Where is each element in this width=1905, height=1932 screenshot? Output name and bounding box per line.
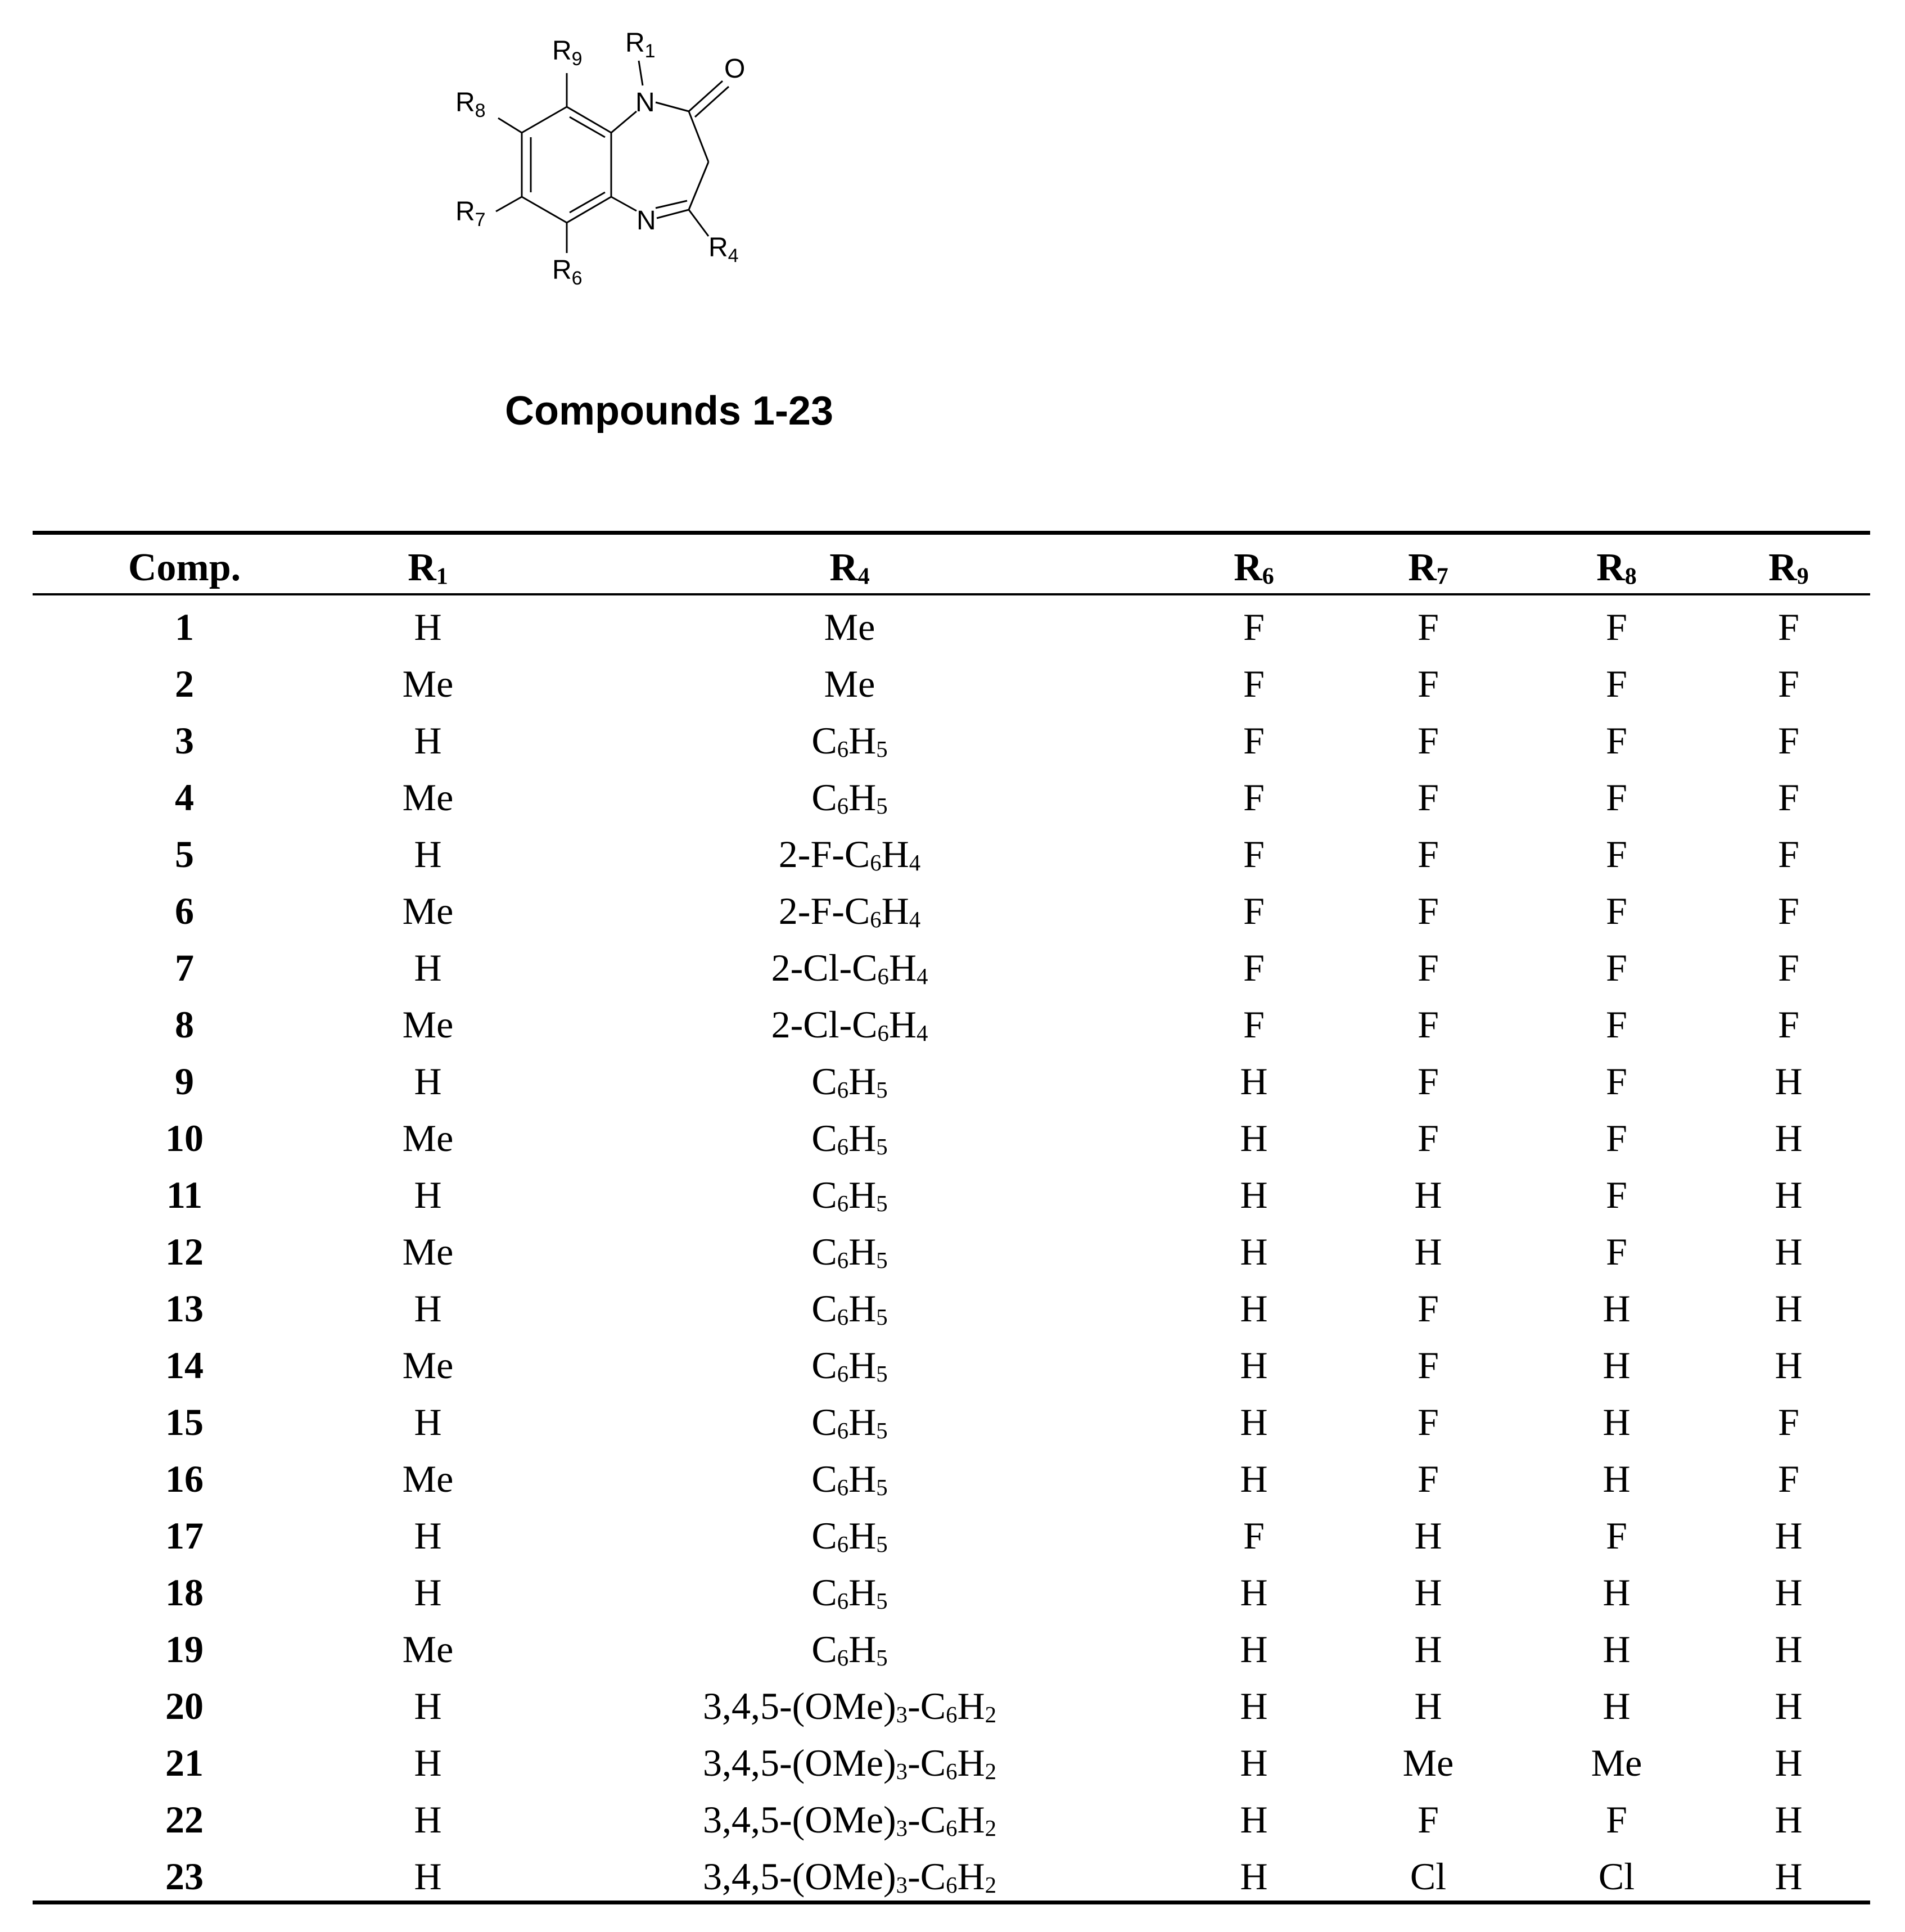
cell-r1: H	[414, 833, 442, 875]
cell-r7: F	[1418, 1344, 1439, 1387]
cell-r7: F	[1418, 1003, 1439, 1046]
cell-r1: Me	[402, 1117, 454, 1159]
cell-r8: F	[1606, 719, 1627, 762]
column-header-r9: $R_9$	[1768, 546, 1809, 590]
cell-r7: F	[1418, 662, 1439, 705]
cell-r1: Me	[402, 1457, 454, 1500]
cell-r4: Me	[824, 606, 875, 648]
cell-r9: F	[1778, 719, 1799, 762]
cell-r4: $C_6H_5$	[811, 1060, 888, 1103]
cell-r6: H	[1240, 1571, 1268, 1614]
cell-r9: H	[1775, 1344, 1803, 1387]
cell-comp: 18	[165, 1571, 204, 1614]
cell-r9: H	[1775, 1741, 1803, 1784]
cell-r7: H	[1414, 1514, 1442, 1557]
table-header-rule	[33, 593, 1870, 595]
cell-r6: F	[1243, 946, 1265, 989]
cell-r6: H	[1240, 1855, 1268, 1898]
cell-r4: $C_6H_5$	[811, 1571, 888, 1614]
cell-r8: F	[1606, 1003, 1627, 1046]
cell-comp: 6	[175, 890, 194, 932]
cell-r9: H	[1775, 1117, 1803, 1159]
cell-r7: F	[1418, 1117, 1439, 1159]
cell-comp: 5	[175, 833, 194, 875]
cell-r6: H	[1240, 1741, 1268, 1784]
table-top-rule	[33, 531, 1870, 535]
r8-label: $R_8$	[455, 88, 486, 121]
cell-comp: 8	[175, 1003, 194, 1046]
cell-r1: H	[414, 946, 442, 989]
cell-r9: F	[1778, 890, 1799, 932]
cell-r9: F	[1778, 946, 1799, 989]
cell-r1: H	[414, 606, 442, 648]
cell-r6: H	[1240, 1401, 1268, 1443]
column-header-r4: $R_4$	[829, 546, 870, 590]
cell-r6: F	[1243, 719, 1265, 762]
cell-comp: 22	[165, 1798, 204, 1841]
cell-r9: F	[1778, 662, 1799, 705]
cell-r7: F	[1418, 719, 1439, 762]
cell-r9: H	[1775, 1060, 1803, 1103]
cell-comp: 15	[165, 1401, 204, 1443]
cell-r8: F	[1606, 1173, 1627, 1216]
cell-r4: $C_6H_5$	[811, 1344, 888, 1387]
table-bottom-rule	[33, 1901, 1870, 1904]
cell-comp: 2	[175, 662, 194, 705]
cell-r7: H	[1414, 1685, 1442, 1727]
cell-r9: H	[1775, 1230, 1803, 1273]
cell-r1: H	[414, 1855, 442, 1898]
r9-label: $R_9$	[552, 36, 583, 70]
cell-r1: H	[414, 719, 442, 762]
cell-r7: F	[1418, 1798, 1439, 1841]
cell-r6: H	[1240, 1685, 1268, 1727]
cell-r6: H	[1240, 1230, 1268, 1273]
cell-r8: F	[1606, 776, 1627, 819]
cell-comp: 9	[175, 1060, 194, 1103]
cell-r9: F	[1778, 1003, 1799, 1046]
cell-r7: Cl	[1410, 1855, 1447, 1898]
cell-r8: F	[1606, 1514, 1627, 1557]
cell-r7: F	[1418, 890, 1439, 932]
cell-r8: H	[1602, 1344, 1631, 1387]
cell-r8: F	[1606, 946, 1627, 989]
cell-r1: H	[414, 1514, 442, 1557]
cell-r7: H	[1414, 1628, 1442, 1671]
column-header-r6: $R_6$	[1234, 546, 1274, 590]
cell-r4: Me	[824, 662, 875, 705]
cell-comp: 16	[165, 1457, 204, 1500]
cell-r8: H	[1602, 1685, 1631, 1727]
cell-r1: H	[414, 1173, 442, 1216]
cell-comp: 7	[175, 946, 194, 989]
cell-r9: H	[1775, 1514, 1803, 1557]
cell-r1: H	[414, 1685, 442, 1727]
cell-r1: Me	[402, 662, 454, 705]
r7-label: $R_7$	[455, 197, 486, 231]
cell-r4: $C_6H_5$	[811, 1173, 888, 1217]
cell-r4: $3,4,5-(OMe)_3-C_6H_2$	[702, 1855, 997, 1898]
cell-r6: H	[1240, 1628, 1268, 1671]
cell-r9: F	[1778, 776, 1799, 819]
figure-caption: Compounds 1-23	[504, 389, 834, 434]
cell-r6: H	[1240, 1344, 1268, 1387]
cell-r4: $3,4,5-(OMe)_3-C_6H_2$	[702, 1798, 997, 1841]
cell-r7: F	[1418, 1401, 1439, 1443]
cell-r4: $C_6H_5$	[811, 1401, 888, 1444]
cell-r6: F	[1243, 776, 1265, 819]
cell-r8: F	[1606, 1117, 1627, 1159]
cell-r7: F	[1418, 776, 1439, 819]
cell-r9: F	[1778, 833, 1799, 875]
cell-r8: Me	[1591, 1741, 1642, 1784]
cell-comp: 21	[165, 1741, 204, 1784]
cell-r4: $3,4,5-(OMe)_3-C_6H_2$	[702, 1741, 997, 1785]
cell-r7: F	[1418, 1457, 1439, 1500]
cell-r9: F	[1778, 1457, 1799, 1500]
oxygen-atom-label: O	[724, 54, 746, 84]
cell-r1: Me	[402, 1628, 454, 1671]
column-header-r1: $R_1$	[408, 546, 448, 590]
cell-r1: Me	[402, 1344, 454, 1387]
cell-r8: F	[1606, 890, 1627, 932]
cell-r6: H	[1240, 1798, 1268, 1841]
cell-r1: H	[414, 1798, 442, 1841]
cell-r9: H	[1775, 1798, 1803, 1841]
cell-r6: H	[1240, 1457, 1268, 1500]
cell-comp: 11	[166, 1173, 203, 1216]
cell-r8: F	[1606, 1060, 1627, 1103]
cell-r9: H	[1775, 1628, 1803, 1671]
cell-r9: F	[1778, 1401, 1799, 1443]
cell-r1: Me	[402, 890, 454, 932]
cell-comp: 10	[165, 1117, 204, 1159]
cell-r6: F	[1243, 833, 1265, 875]
column-header-comp: Comp.	[128, 546, 241, 589]
cell-r8: H	[1602, 1628, 1631, 1671]
cell-r8: H	[1602, 1457, 1631, 1500]
cell-r7: H	[1414, 1571, 1442, 1614]
cell-r6: F	[1243, 890, 1265, 932]
cell-r8: F	[1606, 662, 1627, 705]
cell-r8: F	[1606, 606, 1627, 648]
cell-r6: H	[1240, 1117, 1268, 1159]
cell-r8: F	[1606, 1230, 1627, 1273]
cell-r4: $2-Cl-C_6H_4$	[771, 946, 928, 990]
cell-r4: $C_6H_5$	[811, 1457, 888, 1501]
cell-r8: F	[1606, 833, 1627, 875]
cell-comp: 19	[165, 1628, 204, 1671]
cell-comp: 3	[175, 719, 194, 762]
cell-r7: F	[1418, 833, 1439, 875]
cell-r9: H	[1775, 1287, 1803, 1330]
cell-r7: H	[1414, 1173, 1442, 1216]
cell-r7: H	[1414, 1230, 1442, 1273]
cell-r9: H	[1775, 1855, 1803, 1898]
cell-r6: F	[1243, 662, 1265, 705]
cell-comp: 20	[165, 1685, 204, 1727]
cell-comp: 4	[175, 776, 194, 819]
cell-r8: H	[1602, 1287, 1631, 1330]
cell-r8: F	[1606, 1798, 1627, 1841]
cell-comp: 17	[165, 1514, 204, 1557]
cell-r7: F	[1418, 946, 1439, 989]
n1-atom-label: N	[635, 88, 655, 118]
column-header-r7: $R_7$	[1408, 546, 1448, 590]
cell-comp: 12	[165, 1230, 204, 1273]
cell-r4: $2-Cl-C_6H_4$	[771, 1003, 928, 1046]
cell-r1: H	[414, 1287, 442, 1330]
cell-r1: H	[414, 1060, 442, 1103]
cell-r6: H	[1240, 1173, 1268, 1216]
n5-atom-label: N	[636, 206, 656, 236]
cell-r4: $C_6H_5$	[811, 1514, 888, 1558]
cell-r9: H	[1775, 1173, 1803, 1216]
cell-r7: F	[1418, 1060, 1439, 1103]
cell-r4: $C_6H_5$	[811, 776, 888, 819]
cell-r1: H	[414, 1741, 442, 1784]
r4-label: $R_4$	[708, 233, 739, 267]
cell-r9: H	[1775, 1571, 1803, 1614]
cell-comp: 13	[165, 1287, 204, 1330]
cell-r1: Me	[402, 1003, 454, 1046]
cell-r4: $C_6H_5$	[811, 719, 888, 762]
cell-r4: $2-F-C_6H_4$	[778, 833, 921, 876]
cell-r6: F	[1243, 1003, 1265, 1046]
cell-r6: H	[1240, 1060, 1268, 1103]
cell-r4: $C_6H_5$	[811, 1117, 888, 1160]
cell-r7: F	[1418, 1287, 1439, 1330]
cell-r7: Me	[1402, 1741, 1454, 1784]
cell-r1: H	[414, 1571, 442, 1614]
cell-r6: F	[1243, 606, 1265, 648]
cell-r6: F	[1243, 1514, 1265, 1557]
r1-label: $R_1$	[625, 28, 656, 62]
cell-r9: F	[1778, 606, 1799, 648]
cell-r1: Me	[402, 776, 454, 819]
cell-r1: H	[414, 1401, 442, 1443]
cell-r4: $C_6H_5$	[811, 1287, 888, 1330]
cell-r9: H	[1775, 1685, 1803, 1727]
cell-r4: $C_6H_5$	[811, 1230, 888, 1274]
cell-comp: 1	[175, 606, 194, 648]
r6-label: $R_6$	[552, 255, 583, 289]
cell-r1: Me	[402, 1230, 454, 1273]
cell-comp: 14	[165, 1344, 204, 1387]
cell-r8: H	[1602, 1571, 1631, 1614]
cell-r8: Cl	[1598, 1855, 1635, 1898]
cell-comp: 23	[165, 1855, 204, 1898]
cell-r6: H	[1240, 1287, 1268, 1330]
cell-r7: F	[1418, 606, 1439, 648]
column-header-r8: $R_8$	[1596, 546, 1637, 590]
cell-r4: $3,4,5-(OMe)_3-C_6H_2$	[702, 1685, 997, 1728]
cell-r4: $2-F-C_6H_4$	[778, 890, 921, 933]
cell-r8: H	[1602, 1401, 1631, 1443]
cell-r4: $C_6H_5$	[811, 1628, 888, 1671]
